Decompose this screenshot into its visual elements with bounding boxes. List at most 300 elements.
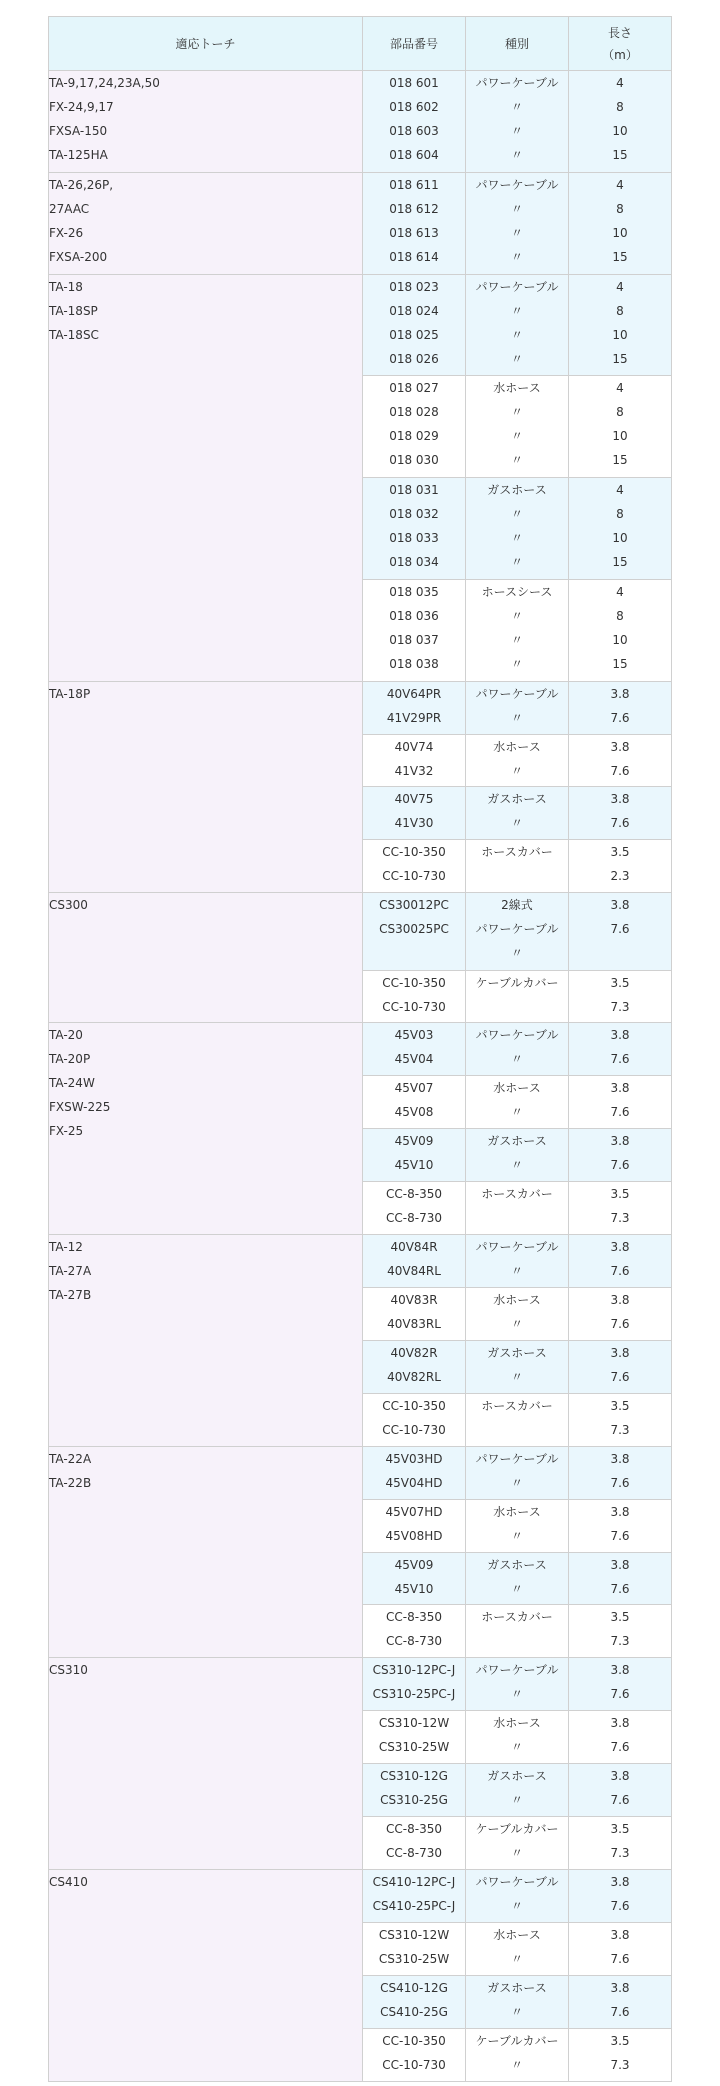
part-number-cell (363, 1499, 466, 1552)
length-value: 15 (612, 453, 628, 468)
length-value: 7.6 (610, 1740, 630, 1755)
type-value: 水ホース (493, 1716, 541, 1731)
type-value: 〃 (510, 763, 523, 778)
part-number-value: 41V30 (394, 816, 434, 831)
length-value: 7.3 (610, 999, 630, 1014)
type-value: 〃 (510, 2057, 523, 2072)
type-cell (466, 893, 569, 970)
type-value: 〃 (510, 1740, 523, 1755)
torch-cell (49, 1446, 363, 1658)
part-number-cell (363, 1023, 466, 1076)
type-cell (466, 172, 569, 274)
part-number-value: 45V04HD (385, 1475, 443, 1490)
header-part-number: 部品番号 (363, 17, 466, 71)
part-number-value: CS410-12G (380, 1980, 448, 1995)
length-cell (569, 1764, 672, 1817)
type-value: 水ホース (493, 739, 541, 754)
length-value: 10 (612, 124, 628, 138)
length-value: 4 (616, 584, 624, 599)
type-value: パワーケーブル (475, 1874, 559, 1889)
torch-cell (49, 71, 363, 173)
type-value: ケーブルカバー (475, 2033, 559, 2048)
length-cell (569, 478, 672, 580)
length-value: 7.3 (610, 1211, 630, 1226)
length-value: 3.8 (610, 1134, 630, 1149)
torch-line: CS310 (49, 1663, 88, 1678)
part-number-value: 018 027 (389, 381, 439, 396)
part-number-value: CC-10-730 (382, 2057, 446, 2072)
part-number-cell (363, 579, 466, 681)
torch-line: TA-22A (49, 1451, 92, 1466)
length-cell (569, 1658, 672, 1711)
type-value (466, 995, 568, 1019)
part-number-cell (363, 1975, 466, 2028)
type-value: 〃 (510, 1369, 523, 1384)
length-value: 3.8 (610, 1663, 630, 1678)
table-body (49, 71, 672, 2082)
length-cell (569, 1817, 672, 1870)
part-number-value: 40V64PR (386, 686, 442, 701)
table-row (49, 1446, 672, 1499)
part-number-value: 018 604 (389, 148, 439, 162)
length-cell (569, 734, 672, 787)
part-number-cell (363, 1869, 466, 1922)
part-number-cell (363, 1393, 466, 1446)
part-number-value: CS310-25W (378, 1740, 450, 1755)
length-value: 7.6 (610, 1317, 630, 1331)
type-value: 〃 (510, 351, 523, 366)
part-number-value: 018 612 (389, 201, 439, 216)
type-value: パワーケーブル (475, 922, 559, 937)
table-row (49, 1235, 672, 1288)
type-value (466, 1418, 568, 1442)
length-value: 8 (616, 507, 624, 522)
type-value: パワーケーブル (475, 76, 559, 90)
part-number-value: 018 613 (389, 225, 439, 240)
type-cell (466, 71, 569, 173)
type-value: 〃 (510, 405, 523, 420)
part-number-value: 018 024 (389, 303, 439, 318)
type-cell (466, 1975, 569, 2028)
torch-cell (49, 1235, 363, 1447)
part-number-value: 018 023 (389, 279, 439, 294)
type-value: ガスホース (487, 1345, 547, 1360)
part-number-value: 40V84R (390, 1240, 438, 1255)
part-number-cell (363, 1340, 466, 1393)
length-value: 7.3 (610, 1634, 630, 1649)
part-number-cell (363, 1711, 466, 1764)
part-number-value: 40V83R (390, 1293, 438, 1307)
torch-line: TA-26,26P, (49, 177, 114, 192)
length-value: 3.8 (610, 1769, 630, 1784)
length-value: 4 (616, 177, 624, 192)
length-cell (569, 1446, 672, 1499)
part-number-value: 45V10 (394, 1581, 434, 1596)
type-cell (466, 1235, 569, 1288)
length-value: 3.8 (610, 1980, 630, 1995)
length-value: 3.8 (610, 1451, 630, 1466)
length-value: 7.6 (610, 1528, 630, 1543)
part-number-value: CC-10-350 (382, 845, 446, 860)
part-number-value: 40V82RL (387, 1369, 441, 1384)
part-number-cell (363, 1605, 466, 1658)
length-value: 7.6 (610, 1581, 630, 1596)
part-number-value: CC-8-730 (386, 1211, 442, 1226)
type-value: 〃 (510, 710, 523, 725)
part-number-cell (363, 1076, 466, 1129)
length-cell (569, 1288, 672, 1341)
torch-line: TA-20P (49, 1052, 91, 1067)
part-number-value: CC-8-350 (386, 1822, 442, 1837)
type-value: 水ホース (493, 381, 541, 396)
part-number-value: 45V03 (394, 1028, 434, 1043)
type-cell (466, 1182, 569, 1235)
type-value: 〃 (510, 946, 523, 961)
part-number-value: 018 614 (389, 249, 439, 264)
length-value: 3.8 (610, 1716, 630, 1731)
header-type: 種別 (466, 17, 569, 71)
type-value: 水ホース (493, 1504, 541, 1519)
type-cell (466, 1446, 569, 1499)
length-value: 4 (616, 483, 624, 498)
type-value: 〃 (510, 453, 523, 468)
length-value: 3.8 (610, 686, 630, 701)
length-cell (569, 1340, 672, 1393)
part-number-value: 018 026 (389, 351, 439, 366)
type-value: 〃 (510, 1687, 523, 1702)
type-value: パワーケーブル (475, 1028, 559, 1043)
length-cell (569, 1076, 672, 1129)
torch-line: FX-24,9,17 (49, 100, 114, 114)
type-value: 〃 (510, 531, 523, 546)
type-cell (466, 579, 569, 681)
length-cell (569, 1235, 672, 1288)
type-value: 〃 (510, 1158, 523, 1173)
part-number-value: 45V07 (394, 1081, 434, 1096)
length-value: 3.8 (610, 1557, 630, 1572)
type-value: 〃 (510, 1264, 523, 1279)
type-value: ガスホース (487, 1134, 547, 1149)
torch-line: FX-25 (49, 1124, 84, 1139)
torch-line: FXSW-225 (49, 1100, 111, 1115)
part-number-value: CC-8-350 (386, 1187, 442, 1202)
part-number-value: 40V82R (390, 1345, 438, 1360)
type-cell (466, 2028, 569, 2081)
type-value: 〃 (510, 656, 523, 671)
torch-line: TA-22B (49, 1475, 92, 1490)
table-row (49, 681, 672, 734)
part-number-cell (363, 1182, 466, 1235)
part-number-cell (363, 681, 466, 734)
length-value: 3.8 (610, 1081, 630, 1096)
part-number-value: 018 032 (389, 507, 439, 522)
torch-line: TA-12 (49, 1240, 83, 1255)
type-value: パワーケーブル (475, 1663, 559, 1678)
length-cell (569, 893, 672, 970)
length-value: 15 (612, 555, 628, 570)
type-value: 〃 (510, 1951, 523, 1966)
length-value: 3.5 (610, 1187, 630, 1202)
part-number-value: CS310-25W (378, 1951, 450, 1966)
part-number-cell (363, 1552, 466, 1605)
type-value (466, 864, 568, 888)
part-number-cell (363, 1446, 466, 1499)
part-number-value: 40V74 (394, 739, 434, 754)
type-cell (466, 478, 569, 580)
length-cell (569, 970, 672, 1023)
torch-line: CS410 (49, 1874, 88, 1889)
part-number-cell (363, 893, 466, 970)
length-cell (569, 1552, 672, 1605)
type-value: ホースカバー (481, 845, 553, 860)
length-cell (569, 1975, 672, 2028)
torch-cell (49, 681, 363, 893)
length-value: 7.6 (610, 922, 630, 937)
length-value: 7.6 (610, 1951, 630, 1966)
part-number-cell (363, 2028, 466, 2081)
table-row (49, 1023, 672, 1076)
part-number-cell (363, 478, 466, 580)
torch-line: TA-18P (49, 686, 91, 701)
type-value: 〃 (510, 1898, 523, 1913)
part-number-value: CC-10-730 (382, 1422, 446, 1437)
part-number-value: CC-10-730 (382, 869, 446, 884)
type-value: ホースシース (481, 584, 553, 599)
length-value: 7.6 (610, 1475, 630, 1490)
part-number-value: CC-8-730 (386, 1634, 442, 1649)
type-value: 〃 (510, 2004, 523, 2019)
length-value: 3.8 (610, 1293, 630, 1307)
type-cell (466, 1658, 569, 1711)
part-number-value: CC-8-350 (386, 1610, 442, 1625)
part-number-cell (363, 1817, 466, 1870)
type-value: 水ホース (493, 1081, 541, 1096)
type-value: 水ホース (493, 1927, 541, 1942)
length-value: 3.8 (610, 1927, 630, 1942)
length-value: 3.8 (610, 1240, 630, 1255)
part-number-cell (363, 1658, 466, 1711)
length-value: 15 (612, 148, 628, 162)
part-number-value: 018 028 (389, 405, 439, 420)
length-value: 7.6 (610, 2004, 630, 2019)
type-value: 〃 (510, 225, 523, 240)
part-number-value: CS310-25G (380, 1793, 448, 1808)
length-value: 4 (616, 76, 624, 90)
part-number-cell (363, 376, 466, 478)
type-value: 〃 (510, 608, 523, 623)
length-cell (569, 71, 672, 173)
length-value: 7.6 (610, 763, 630, 778)
part-number-value: CS310-12PC-J (372, 1663, 456, 1678)
type-value: 〃 (510, 201, 523, 216)
type-cell (466, 1393, 569, 1446)
type-cell (466, 1288, 569, 1341)
length-value: 3.8 (610, 1345, 630, 1360)
type-cell (466, 1129, 569, 1182)
type-cell (466, 376, 569, 478)
length-value: 3.5 (610, 1822, 630, 1837)
length-value: 7.6 (610, 1052, 630, 1067)
length-value: 7.6 (610, 1793, 630, 1808)
part-number-value: CC-8-730 (386, 1846, 442, 1861)
part-number-cell (363, 1288, 466, 1341)
type-value: 〃 (510, 303, 523, 318)
part-number-value: 018 036 (389, 608, 439, 623)
type-value: パワーケーブル (475, 1451, 559, 1466)
type-value: 2線式 (501, 898, 533, 913)
table-row (49, 893, 672, 970)
type-value: ガスホース (487, 1557, 547, 1572)
table-row (49, 1869, 672, 1922)
type-value (466, 1629, 568, 1653)
part-number-cell (363, 1764, 466, 1817)
part-number-value: 018 611 (389, 177, 439, 192)
type-value: 〃 (510, 1105, 523, 1120)
part-number-cell (363, 787, 466, 840)
part-number-value: 41V29PR (386, 710, 442, 725)
type-value: ホースカバー (481, 1610, 553, 1625)
type-value: 〃 (510, 507, 523, 522)
length-cell (569, 2028, 672, 2081)
torch-line: TA-18SC (49, 327, 99, 342)
length-value: 10 (612, 327, 628, 342)
length-value: 3.5 (610, 845, 630, 860)
type-cell (466, 1499, 569, 1552)
torch-cell (49, 1023, 363, 1235)
type-value: 〃 (510, 1793, 523, 1808)
part-number-cell (363, 1922, 466, 1975)
length-cell (569, 274, 672, 376)
part-number-value: 018 029 (389, 429, 439, 444)
length-cell (569, 1129, 672, 1182)
header-length (569, 17, 672, 71)
type-value: 〃 (510, 100, 523, 114)
part-number-value: CS310-12W (378, 1716, 450, 1731)
part-number-cell (363, 840, 466, 893)
type-cell (466, 734, 569, 787)
length-value: 7.6 (610, 1105, 630, 1120)
part-number-cell (363, 71, 466, 173)
type-value: 水ホース (493, 1293, 541, 1307)
type-cell (466, 1023, 569, 1076)
type-value: パワーケーブル (475, 1240, 559, 1255)
table-row (49, 71, 672, 173)
part-number-value: 018 033 (389, 531, 439, 546)
part-number-value: 40V83RL (387, 1317, 441, 1331)
length-cell (569, 1023, 672, 1076)
type-value: ガスホース (487, 1769, 547, 1784)
type-cell (466, 681, 569, 734)
part-number-value: 018 031 (389, 483, 439, 498)
torch-line: TA-27B (49, 1288, 92, 1303)
type-value: 〃 (510, 816, 523, 831)
type-value: 〃 (510, 249, 523, 264)
type-value (466, 1206, 568, 1230)
length-cell (569, 1393, 672, 1446)
length-value: 3.8 (610, 739, 630, 754)
part-number-value: CS30025PC (379, 922, 449, 937)
part-number-cell (363, 1235, 466, 1288)
type-value: ガスホース (487, 1980, 547, 1995)
torch-line: TA-20 (49, 1028, 83, 1043)
torch-line: TA-125HA (49, 148, 108, 162)
part-number-value: 018 037 (389, 632, 439, 647)
length-value: 7.6 (610, 710, 630, 725)
part-number-cell (363, 970, 466, 1023)
length-value: 15 (612, 249, 628, 264)
length-value: 7.3 (610, 2057, 630, 2072)
part-number-value: 018 035 (389, 584, 439, 599)
type-cell (466, 970, 569, 1023)
length-value: 8 (616, 303, 624, 318)
type-cell (466, 787, 569, 840)
length-value: 7.6 (610, 1898, 630, 1913)
length-cell (569, 1711, 672, 1764)
torch-line: TA-24W (49, 1076, 95, 1091)
type-value: 〃 (510, 1052, 523, 1067)
length-value: 7.6 (610, 1158, 630, 1173)
part-number-value: 018 034 (389, 555, 439, 570)
part-number-value: CC-10-350 (382, 1398, 446, 1413)
type-value: 〃 (510, 124, 523, 138)
parts-table (48, 16, 672, 2082)
length-cell (569, 1182, 672, 1235)
part-number-value: CS410-25PC-J (372, 1898, 456, 1913)
length-cell (569, 681, 672, 734)
length-cell (569, 1499, 672, 1552)
part-number-value: 45V03HD (385, 1451, 443, 1466)
type-cell (466, 1922, 569, 1975)
type-value: 〃 (510, 327, 523, 342)
length-value: 3.8 (610, 1028, 630, 1043)
table-row (49, 172, 672, 274)
length-value: 2.3 (610, 869, 630, 884)
part-number-cell (363, 172, 466, 274)
torch-cell (49, 1869, 363, 2081)
part-number-value: 018 601 (389, 76, 439, 90)
length-value: 8 (616, 608, 624, 623)
torch-line: TA-9,17,24,23A,50 (49, 76, 160, 90)
length-value: 10 (612, 225, 628, 240)
length-value: 3.8 (610, 898, 630, 913)
torch-cell (49, 893, 363, 1023)
part-number-value: CS310-25PC-J (372, 1687, 456, 1702)
length-value: 7.6 (610, 1369, 630, 1384)
length-value: 8 (616, 100, 624, 114)
type-cell (466, 274, 569, 376)
length-value: 10 (612, 632, 628, 647)
torch-line: TA-18SP (49, 303, 98, 318)
length-value: 3.5 (610, 975, 630, 990)
length-value: 4 (616, 381, 624, 396)
part-number-value: 40V75 (394, 792, 434, 807)
length-value: 10 (612, 429, 628, 444)
part-number-value: CS310-12G (380, 1769, 448, 1784)
part-number-value: CC-10-350 (382, 975, 446, 990)
type-value: パワーケーブル (475, 177, 559, 192)
type-value: ガスホース (487, 483, 547, 498)
type-cell (466, 1869, 569, 1922)
type-value: 〃 (510, 555, 523, 570)
torch-line: CS300 (49, 898, 88, 913)
type-cell (466, 1817, 569, 1870)
header-row (49, 17, 672, 71)
part-number-cell (363, 274, 466, 376)
part-number-value: 45V09 (394, 1134, 434, 1149)
type-cell (466, 840, 569, 893)
torch-line: TA-18 (49, 279, 83, 294)
header-torch: 適応トーチ (49, 17, 363, 71)
